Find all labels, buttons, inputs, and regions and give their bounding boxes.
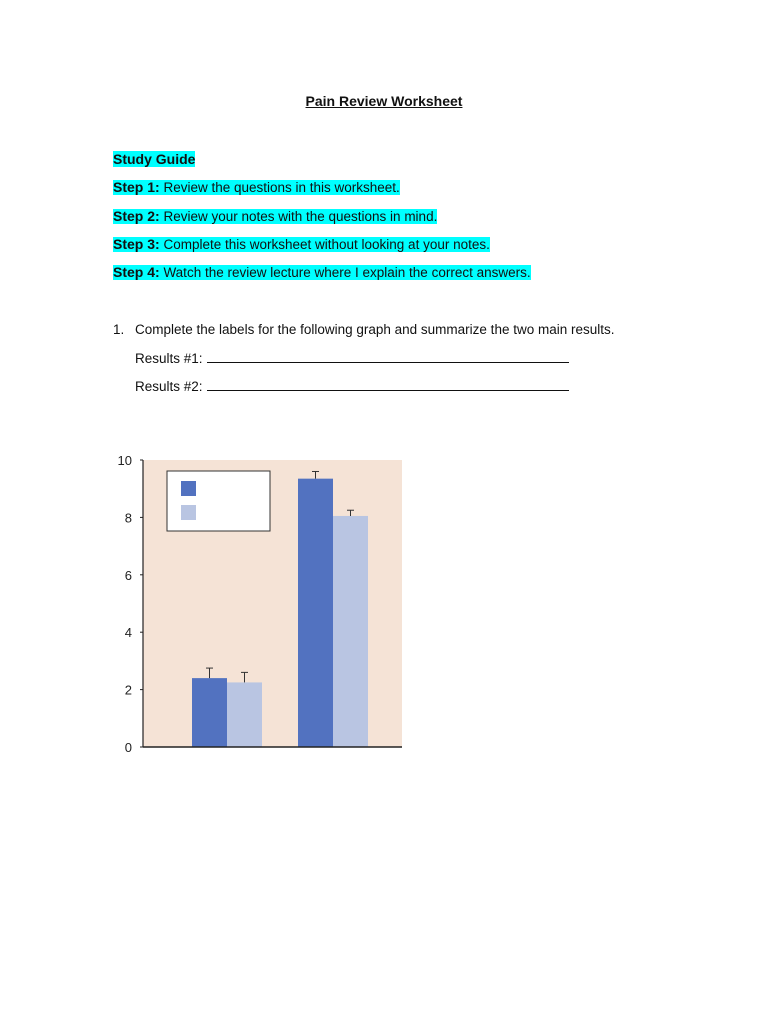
result-1-line [135,350,569,366]
legend-box [167,471,270,531]
bar-chart [110,450,410,760]
step-text: Watch the review lecture where I explain the correct answers. [159,265,531,280]
y-tick-label: 8 [124,510,132,526]
question-1 [113,322,615,337]
y-tick-label: 2 [124,682,132,698]
bar [298,479,333,747]
bar [227,682,262,747]
study-step-1 [113,179,400,195]
question-text: Complete the labels for the following graph and summarize the two main results. [135,322,615,337]
result-label: Results #1: [135,351,203,366]
y-tick-label: 0 [124,740,132,755]
result-2-line [135,378,569,394]
y-tick-label: 10 [117,453,132,468]
study-step-4 [113,264,531,280]
legend-swatch-light [181,505,196,520]
study-step-3 [113,236,490,252]
step-text: Review your notes with the questions in mind. [159,209,438,224]
step-label: Step 2: [113,208,160,224]
worksheet-title: Pain Review Worksheet [305,93,463,109]
legend-swatch-dark [181,481,196,496]
study-step-2 [113,208,437,224]
y-tick-label: 6 [124,567,132,583]
study-guide-heading-text: Study Guide [113,151,196,167]
result-2-blank[interactable] [207,378,569,391]
step-text: Complete this worksheet without looking at your notes. [159,237,490,252]
question-number: 1. [113,322,125,337]
result-label: Results #2: [135,379,203,394]
step-text: Review the questions in this worksheet. [159,180,400,195]
result-1-blank[interactable] [207,350,569,363]
study-guide-heading [113,151,195,167]
step-label: Step 1: [113,179,160,195]
step-label: Step 3: [113,236,160,252]
bar [192,678,227,747]
step-label: Step 4: [113,264,160,280]
y-tick-label: 4 [124,625,132,641]
bar [333,516,368,747]
